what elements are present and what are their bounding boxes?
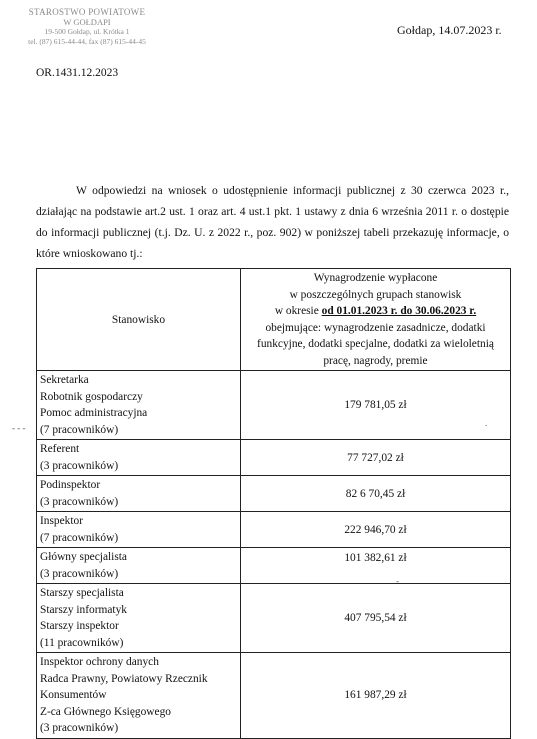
amount-cell: 179 781,05 zł bbox=[241, 371, 511, 440]
employee-count: (7 pracowników) bbox=[40, 423, 119, 436]
scan-dot: . bbox=[485, 418, 488, 428]
position-line: Z-ca Głównego Księgowego bbox=[40, 705, 171, 718]
employee-count: (11 pracowników) bbox=[40, 636, 124, 649]
amount-cell: 161 987,29 zł bbox=[241, 653, 511, 739]
position-line: Sekretarka bbox=[40, 374, 89, 386]
position-line: Starszy inspektor bbox=[40, 620, 119, 632]
table-row bbox=[37, 440, 511, 476]
table-row bbox=[37, 371, 511, 440]
header-salary-prefix: w okresie bbox=[274, 305, 319, 317]
reference-number: OR.1431.12.2023 bbox=[36, 67, 119, 79]
position-line: Referent bbox=[40, 443, 80, 455]
amount-cell: 77 727,02 zł bbox=[241, 440, 511, 476]
header-position: Stanowisko bbox=[37, 269, 241, 371]
position-cell bbox=[37, 584, 241, 653]
employee-count: (3 pracowników) bbox=[40, 567, 119, 580]
amount-cell: 101 382,61 zł bbox=[241, 548, 511, 584]
position-line: Starszy specjalista bbox=[40, 587, 124, 599]
position-cell bbox=[37, 653, 241, 739]
employee-count: (7 pracowników) bbox=[40, 531, 119, 544]
header-salary bbox=[241, 269, 511, 371]
table-row bbox=[37, 476, 511, 512]
position-cell bbox=[37, 371, 241, 440]
position-cell bbox=[37, 440, 241, 476]
table-row bbox=[37, 512, 511, 548]
scan-dash: - bbox=[396, 576, 399, 586]
position-line: Główny specjalista bbox=[40, 551, 127, 563]
position-line: Inspektor bbox=[40, 515, 84, 527]
table-row bbox=[37, 584, 511, 653]
amount-cell: 82 6 70,45 zł bbox=[241, 476, 511, 512]
amount-cell: 407 795,54 zł bbox=[241, 584, 511, 653]
table-row bbox=[37, 653, 511, 739]
position-line: Radca Prawny, Powiatowy Rzecznik Konsumentów bbox=[40, 672, 208, 701]
document-date: Gołdap, 14.07.2023 r. bbox=[397, 23, 502, 37]
intro-paragraph: W odpowiedzi na wniosek o udostępnienie informacji publicznej z 30 czerwca 2023 r., działając na podstawie art.2 ust. 1 oraz art. 4 ust.1 pkt. 1 ustawy z dnia 6 września 2011 r. o dostępie do informacji publicznej (t.j. Dz. U. z 2022 r., poz. 902) w poniższej tabeli przekazuję informacje, o które wnioskowano tj.: bbox=[36, 184, 509, 260]
amount-cell: 222 946,70 zł bbox=[241, 512, 511, 548]
position-line: Pomoc administracyjna bbox=[40, 407, 148, 419]
position-line: Inspektor ochrony danych bbox=[40, 656, 159, 668]
employee-count: (3 pracowników) bbox=[40, 722, 119, 734]
stamp-line-3: 19-500 Gołdap, ul. Krótka 1 bbox=[44, 27, 130, 36]
stamp-line-1: STAROSTWO POWIATOWE bbox=[28, 7, 146, 17]
employee-count: (3 pracowników) bbox=[40, 459, 119, 472]
office-stamp bbox=[6, 7, 168, 47]
header-salary-line1: Wynagrodzenie wypłacone bbox=[313, 272, 438, 284]
position-cell bbox=[37, 548, 241, 584]
position-line: Starszy informatyk bbox=[40, 603, 127, 616]
table-header-row bbox=[37, 269, 511, 371]
position-line: Robotnik gospodarczy bbox=[40, 390, 143, 403]
stamp-line-4: tel. (87) 615-44-44, fax (87) 615-44-45 bbox=[28, 37, 146, 46]
stamp-line-2: W GOŁDAPI bbox=[63, 17, 111, 27]
position-cell bbox=[37, 476, 241, 512]
employee-count: (3 pracowników) bbox=[40, 495, 119, 508]
position-line: Podinspektor bbox=[40, 479, 101, 491]
header-salary-line2: w poszczególnych grupach stanowisk bbox=[289, 288, 462, 301]
position-cell bbox=[37, 512, 241, 548]
table-row bbox=[37, 548, 511, 584]
header-salary-rest: obejmujące: wynagrodzenie zasadnicze, dodatki funkcyjne, dodatki specjalne, dodatki za wieloletnią pracę, nagrody, premie bbox=[257, 321, 494, 367]
margin-mark: - - - bbox=[12, 423, 26, 433]
salary-table bbox=[36, 268, 511, 739]
header-salary-period: od 01.01.2023 r. do 30.06.2023 r. bbox=[321, 305, 477, 317]
